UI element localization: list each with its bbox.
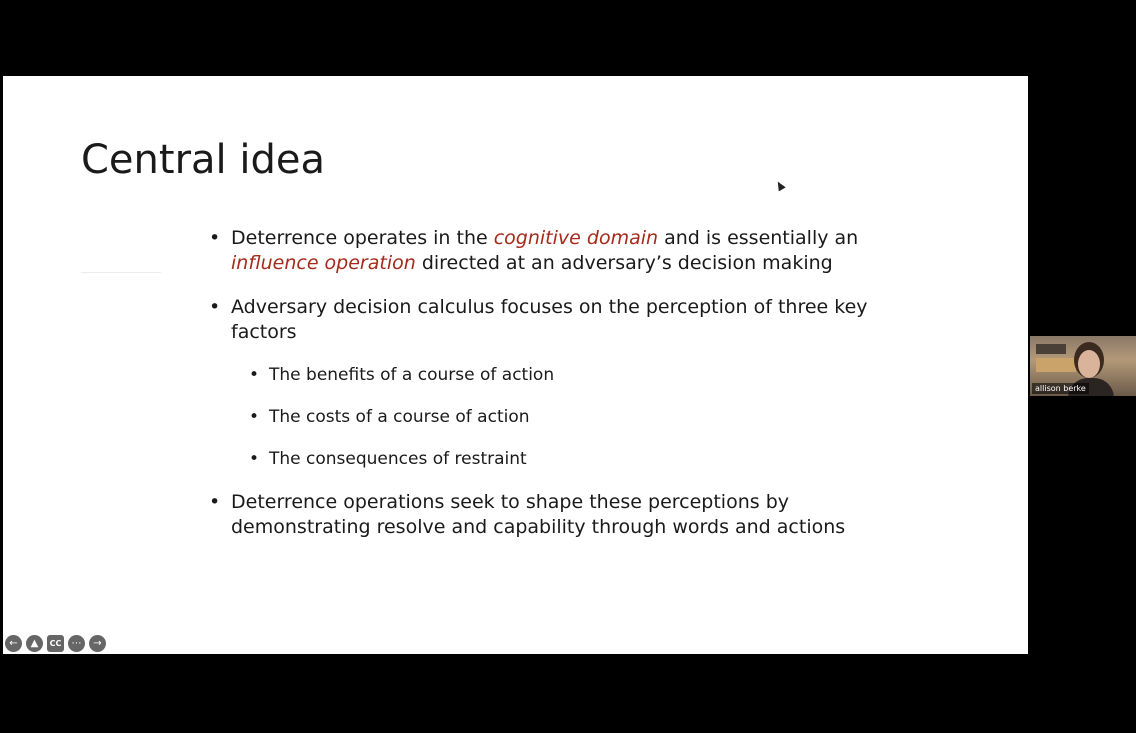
sub-bullet-3: • The consequences of restraint xyxy=(249,449,527,469)
more-icon[interactable]: ⋯ xyxy=(68,635,85,652)
decorative-line xyxy=(81,272,161,273)
bullet-dot: • xyxy=(249,449,260,469)
bullet-dot: • xyxy=(209,296,221,318)
sub-bullet-2: • The costs of a course of action xyxy=(249,407,530,427)
emphasis-influence-operation: influence operation xyxy=(231,252,416,274)
bullet-1 xyxy=(209,226,889,276)
bullet-1-text: Deterrence operates in the cognitive domain and is essentially an influence operation directed at an adversary’s decision making xyxy=(231,227,859,274)
captions-icon[interactable]: CC xyxy=(47,635,64,652)
presentation-slide xyxy=(3,76,1028,654)
bullet-2-text: Adversary decision calculus focuses on the perception of three key factors xyxy=(231,296,868,343)
pointer-icon[interactable]: ▲ xyxy=(26,635,43,652)
background-cabinet xyxy=(1036,358,1076,372)
bullet-2 xyxy=(209,295,889,345)
next-icon[interactable]: → xyxy=(89,635,106,652)
mouse-pointer-icon xyxy=(774,180,785,192)
participant-face xyxy=(1078,350,1100,378)
slide-title: Central idea xyxy=(81,137,325,183)
sub-bullet-1: • The benefits of a course of action xyxy=(249,365,555,385)
bullet-dot: • xyxy=(209,491,221,513)
bullet-3 xyxy=(209,490,889,540)
slide-controls xyxy=(5,635,106,652)
bullet-dot: • xyxy=(249,365,260,385)
background-shelf xyxy=(1036,344,1066,354)
bullet-list xyxy=(209,226,889,559)
bullet-3-text: Deterrence operations seek to shape these perceptions by demonstrating resolve and capability through words and actions xyxy=(231,491,846,538)
bullet-dot: • xyxy=(209,227,221,249)
sub-bullet-list xyxy=(209,364,889,470)
participant-video-tile[interactable] xyxy=(1030,336,1136,396)
participant-name-label: allison berke xyxy=(1032,383,1089,394)
bullet-dot: • xyxy=(249,407,260,427)
previous-icon[interactable]: ← xyxy=(5,635,22,652)
emphasis-cognitive-domain: cognitive domain xyxy=(493,227,659,249)
